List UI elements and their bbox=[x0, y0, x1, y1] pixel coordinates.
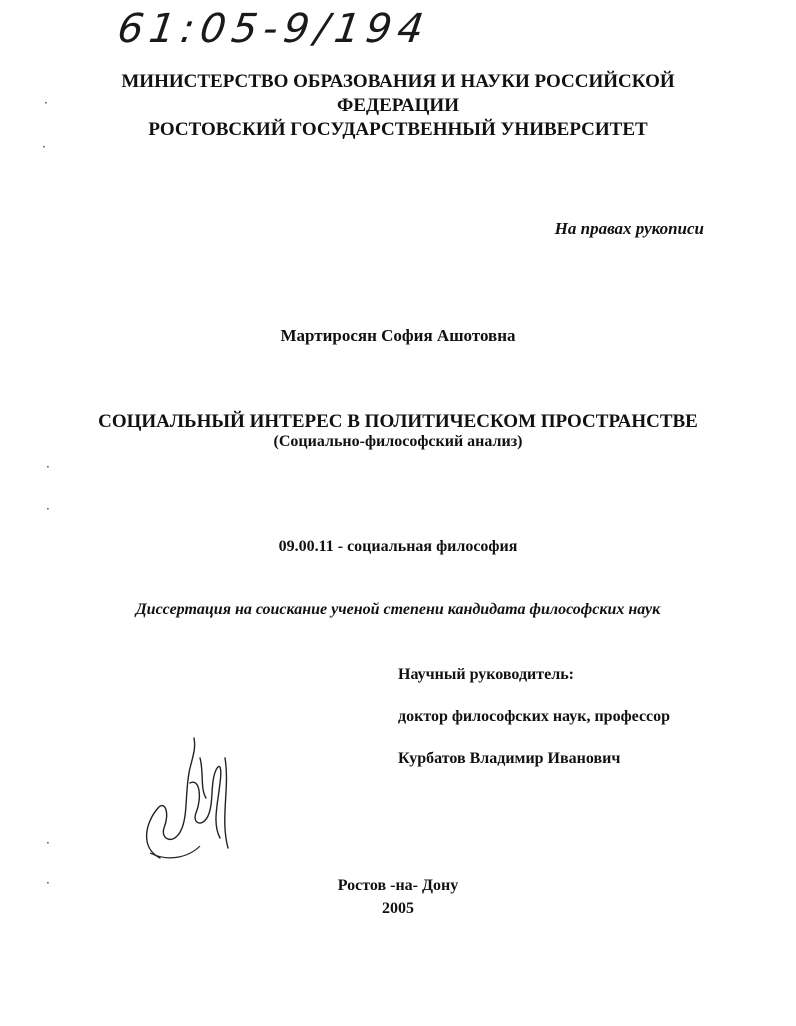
dissertation-title: СОЦИАЛЬНЫЙ ИНТЕРЕС В ПОЛИТИЧЕСКОМ ПРОСТРАНСТВЕ bbox=[98, 411, 698, 432]
institution-header bbox=[0, 70, 796, 142]
ministry-line-1: МИНИСТЕРСТВО ОБРАЗОВАНИЯ И НАУКИ РОССИЙСКОЙ bbox=[121, 71, 675, 92]
manuscript-rights-note: На правах рукописи bbox=[554, 219, 704, 238]
author-name: Мартиросян София Ашотовна bbox=[280, 326, 516, 345]
signature-icon bbox=[130, 728, 240, 873]
supervisor-label: Научный руководитель: bbox=[398, 666, 574, 683]
ministry-line-2: ФЕДЕРАЦИИ bbox=[337, 95, 459, 116]
scan-speck: · bbox=[46, 836, 50, 850]
dissertation-subtitle: (Социально-философский анализ) bbox=[273, 433, 523, 450]
scan-speck: · bbox=[46, 502, 50, 516]
university-name: РОСТОВСКИЙ ГОСУДАРСТВЕННЫЙ УНИВЕРСИТЕТ bbox=[148, 119, 648, 140]
scan-speck: · bbox=[44, 96, 48, 110]
scan-speck: · bbox=[46, 460, 50, 474]
city: Ростов -на- Дону bbox=[337, 877, 459, 894]
scan-speck: · bbox=[42, 140, 46, 154]
archive-code: 61:05-9/194 bbox=[114, 6, 433, 52]
supervisor-degree: доктор философских наук, профессор bbox=[398, 708, 671, 725]
specialty-code: 09.00.11 - социальная философия bbox=[278, 538, 518, 555]
year: 2005 bbox=[382, 900, 414, 917]
supervisor-name: Курбатов Владимир Иванович bbox=[398, 750, 621, 767]
scan-speck: · bbox=[46, 876, 50, 890]
degree-statement: Диссертация на соискание ученой степени кандидата философских наук bbox=[135, 601, 661, 618]
